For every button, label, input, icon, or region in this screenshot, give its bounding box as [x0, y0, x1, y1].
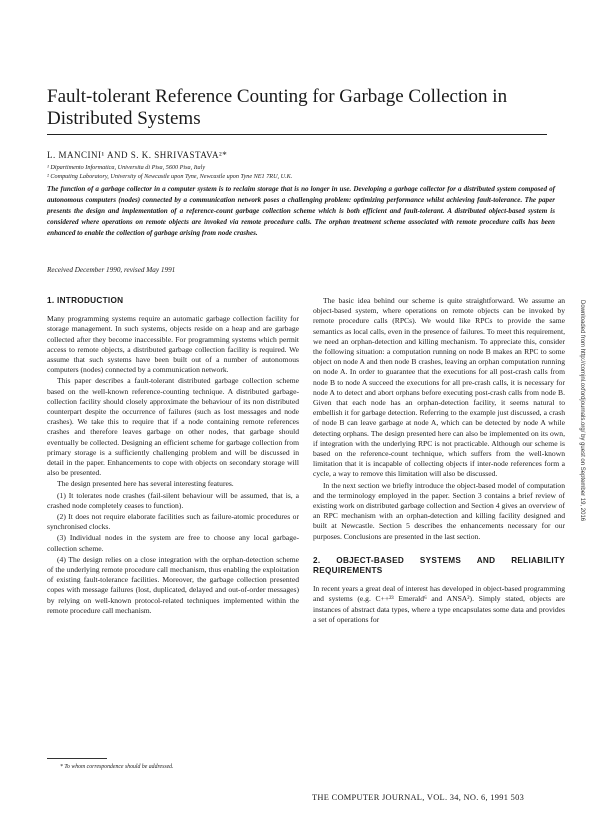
paragraph: In the next section we briefly introduce the object-based model of computation and the terminology employed in the paper. Section 3 contains a brief review of existing work on distributed garbage collection and Section 4 gives an overview of an RPC mechanism with an orphan-detection and killing facility designed and built at Newcastle. Section 5 describes the enhancements necessary for our purposes. Conclusions are presented in the last section. — [313, 480, 565, 541]
affiliation-2: ² Computing Laboratory, University of Newcastle upon Tyne, Newcastle upon Tyne NE1 7RU, U.K. — [47, 173, 293, 180]
footnote-rule — [47, 758, 107, 759]
left-column — [47, 296, 299, 617]
list-item: (3) Individual nodes in the system are free to choose any local garbage-collection scheme. — [47, 533, 299, 553]
paper-title: Fault-tolerant Reference Counting for Garbage Collection in Distributed Systems — [47, 86, 508, 129]
list-item: (2) It does not require elaborate facilities such as failure-atomic procedures or synchronised clocks. — [47, 512, 299, 532]
paragraph: The design presented here has several interesting features. — [57, 479, 234, 489]
section-2-heading: 2. OBJECT-BASED SYSTEMS AND RELIABILITY REQUIREMENTS — [313, 555, 565, 576]
section-1-heading: 1. INTRODUCTION — [47, 296, 124, 305]
journal-footer: THE COMPUTER JOURNAL, VOL. 34, NO. 6, 1991 503 — [312, 793, 525, 802]
side-download-note — [575, 300, 587, 720]
affiliation-1: ¹ Dipartimento Informatica, Universita di Pisa, 5600 Pisa, Italy — [47, 164, 206, 171]
abstract: The function of a garbage collector in a computer system is to reclaim storage that is no longer in use. Developing a garbage collector for a distributed system composed of autonomous computers (nodes) connected by a communication network poses a challenging problem: optimizing performance whilst achieving fault-tolerance. The paper presents the design and implementation of a reference-count garbage collection scheme which is both efficient and fault-tolerant. A distributed object-based system is considered where operations on remote objects are invoked via remote procedure calls. The orphan treatment scheme associated with remote procedure calls has been enhanced to enable the collection of garbage arising from node crashes. — [47, 185, 555, 237]
paragraph: Many programming systems require an automatic garbage collection facility for storage management. In such systems, objects reside on a heap and are garbage collected after they become inaccessible. For programming systems which permit access to remote objects, a distributed garbage collection facility is required. We assume that such systems have been built out of a number of autonomous computers (nodes) connected by a communication network. — [47, 314, 299, 375]
received-date: Received December 1990, revised May 1991 — [47, 266, 176, 274]
list-item: (4) The design relies on a close integration with the orphan-detection scheme of the underlying remote procedure call mechanism, thus enabling the exploitation of existing fault-tolerance facilities. Moreover, the garbage collection presented copes with message failures (lost, duplicated, delayed and out-of-order messages) by relying on well-known protocol-related techniques implemented within the remote procedure call mechanism. — [47, 554, 299, 615]
title-rule — [47, 134, 547, 135]
paragraph: The basic idea behind our scheme is quite straightforward. We assume an object-based system, where operations on remote objects can be invoked by remote procedure calls (RPCs). We would like RPCs to provide the same semantics as local calls, even in the presence of failures. To meet this requirement, we need an orphan-detection and killing mechanism. To appreciate this, consider the following situation: a computation running on node B makes an RPC to some object on node A and then node B crashes, leaving an orphan computation running on node A. In order to guarantee that the executions for all post-crash calls from node B to node A succeed the executions for all pre-crash calls, it is necessary for node A to detect and abort orphans before executing post-crash calls from node B. Given that each node has an orphan-detection facility, it seems natural to embellish it for garbage detection. Referring to the example just discussed, a crash of node B can leave garbage at node A, which can be detected by node A while detecting orphans. The design presented here can also be implemented on its own, if integration with the underlying RPC is not practicable. Although our scheme is based on the reference-count technique, which suffers from the well-known limitation that it is incapable of collecting objects if inter-node references form a cycle, a way to remove this limitation will also be discussed. — [313, 296, 565, 479]
paragraph: In recent years a great deal of interest has developed in object-based programming and systems (e.g. C++²³ Emerald⁶ and ANSA²). Simply stated, objects are instances of abstract data types, where a type encapsulates some data and provides a set of operations for — [313, 584, 565, 624]
side-note-text[interactable]: Downloaded from http://comjnl.oxfordjournals.org/ by guest on September 19, 2016 — [579, 300, 585, 522]
authors: L. MANCINI¹ AND S. K. SHRIVASTAVA²* — [47, 150, 228, 160]
paragraph: This paper describes a fault-tolerant distributed garbage collection scheme based on the well-known reference-counting technique. A distributed garbage-collection facility should closely approximate the behaviour of its non distributed counterpart despite the occurrence of failures (such as lost messages and node crashes). We take this to require that if a node containing remote references crashes and therefore leaves garbage on other nodes, that garbage should eventually be collected. Designing an efficient scheme for garbage collection from primary storage is a sufficiently challenging problem and will be discussed in detail in the paper. Enhancements to cope with objects on secondary storage will also be presented. — [47, 376, 299, 478]
footnote: * To whom correspondence should be addressed. — [60, 764, 174, 770]
list-item: (1) It tolerates node crashes (fail-silent behaviour will be assumed, that is, a crashed node completely ceases to function). — [47, 490, 299, 510]
right-column — [313, 296, 565, 626]
